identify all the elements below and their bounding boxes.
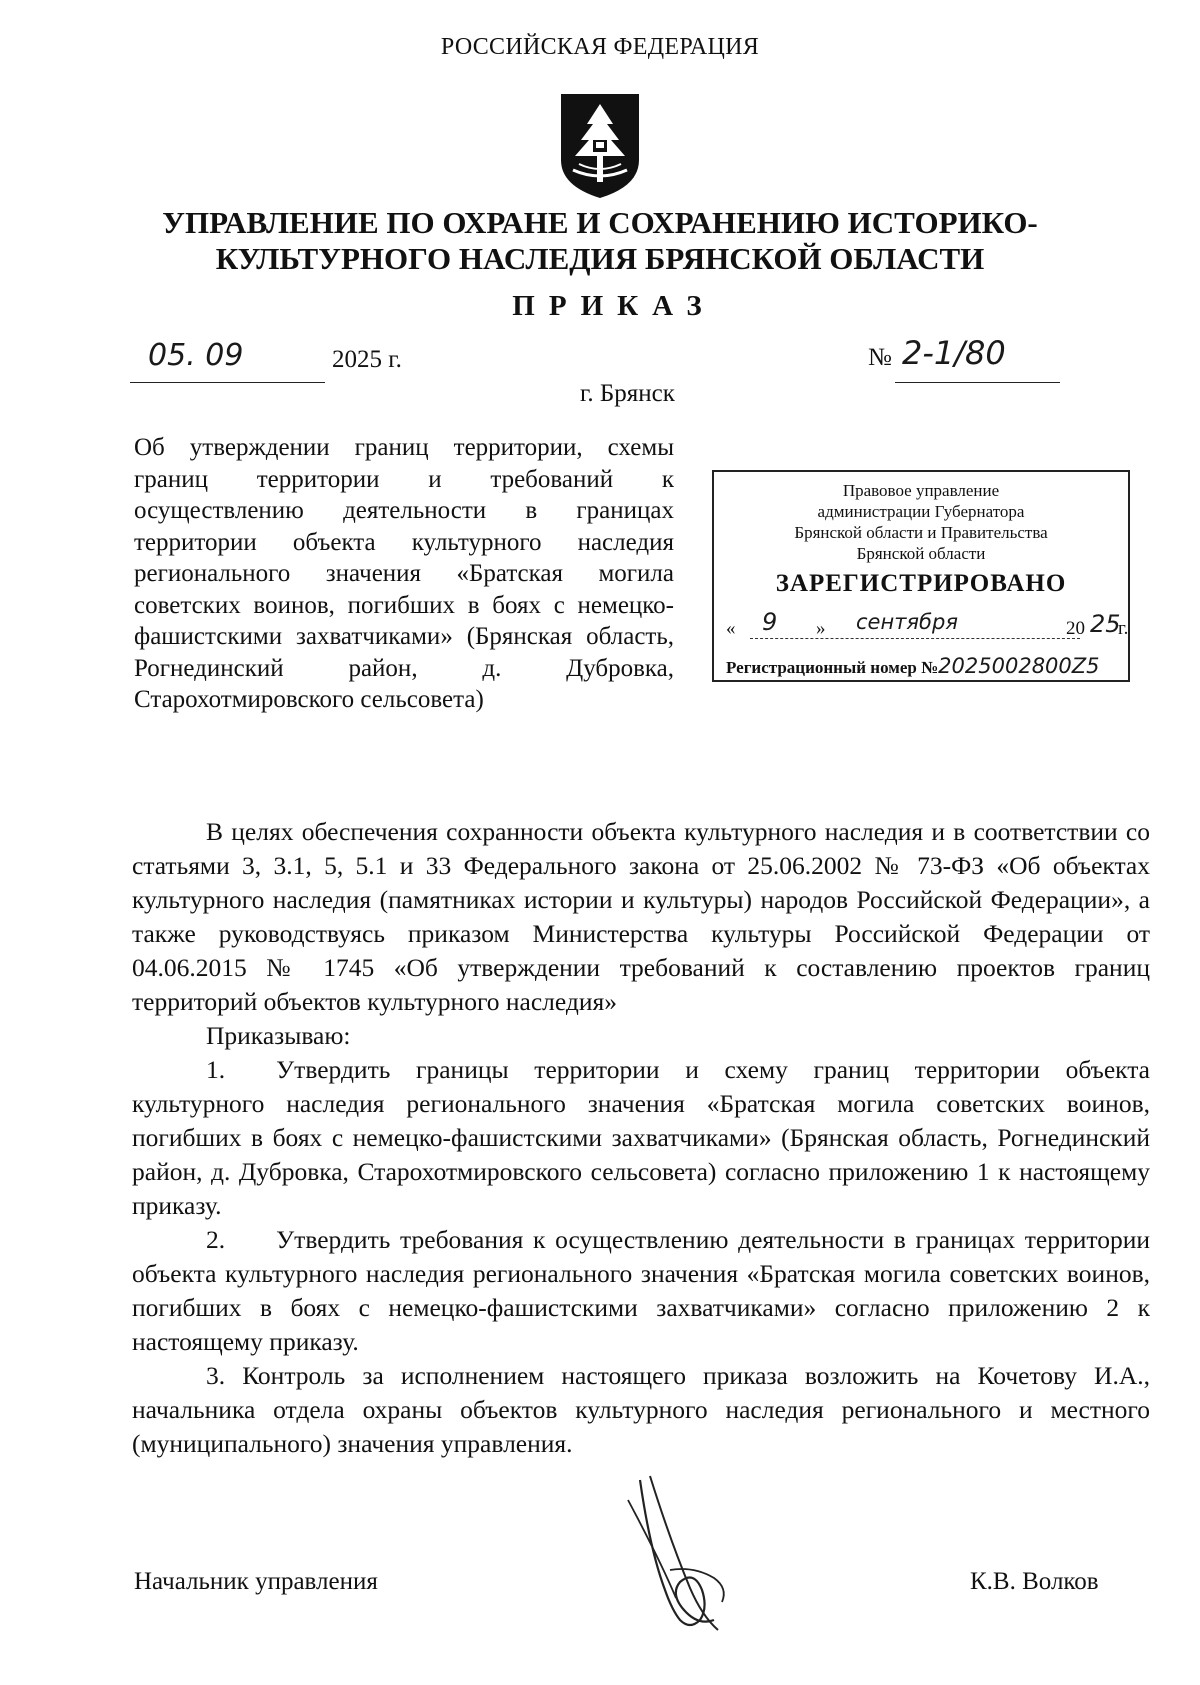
- city: г. Брянск: [580, 380, 675, 407]
- agency-name: [0, 205, 1200, 277]
- handwritten-signature: [610, 1470, 770, 1640]
- stamp-year-printed: 20: [1066, 618, 1085, 639]
- stamp-org-line3: Брянской области и Правительства: [794, 523, 1048, 542]
- order-year: 2025 г.: [332, 346, 402, 373]
- order-body: [132, 815, 1150, 1461]
- coat-of-arms-emblem: [555, 90, 645, 200]
- stamp-date: [726, 608, 1128, 642]
- document-type: ПРИКАЗ: [512, 290, 716, 322]
- stamp-date-underline: [750, 638, 1080, 639]
- agency-name-line1: УПРАВЛЕНИЕ ПО ОХРАНЕ И СОХРАНЕНИЮ ИСТОРИКО-: [162, 205, 1038, 240]
- signatory-name: К.В. Волков: [970, 1568, 1099, 1595]
- signatory-title: Начальник управления: [134, 1568, 378, 1595]
- country-header: РОССИЙСКАЯ ФЕДЕРАЦИЯ: [440, 34, 760, 60]
- stamp-year-handwritten: 25: [1090, 610, 1121, 638]
- stamp-org-line1: Правовое управление: [842, 481, 1000, 500]
- order-number-label: №: [868, 344, 892, 371]
- stamp-year-suffix: г.: [1118, 618, 1129, 639]
- order-item-3: 3. Контроль за исполнением настоящего приказа возложить на Кочетову И.А., начальника отдела охраны объектов культурного наследия регионального и местного (муниципального) значения управления.: [132, 1361, 1150, 1458]
- stamp-regnum-handwritten: 2025002800Z5: [938, 654, 1100, 678]
- stamp-regnum-label: Регистрационный номер №: [726, 658, 939, 677]
- order-item-2: 2. Утвердить требования к осуществлению деятельности в границах территории объекта культурного наследия регионального значения «Братская могила советских воинов, погибших в боях с немецко-фашистскими захватчиками» согласно приложению 2 к настоящему приказу.: [132, 1225, 1150, 1356]
- handwritten-date: 05. 09: [148, 338, 244, 373]
- stamp-registered-label: ЗАРЕГИСТРИРОВАНО: [775, 570, 1067, 597]
- order-word: Приказываю:: [206, 1021, 351, 1050]
- stamp-quote-open: «: [726, 618, 736, 639]
- order-subject: Об утверждении границ территории, схемы границ территории и требований к осуществлению деятельности в границах территории объекта культурного наследия регионального значения «Братская могила советских воинов, погибших в боях с немецко-фашистскими захватчиками» (Брянская область, Рогнединский район, д. Дубровка, Старохотмировского сельсовета): [134, 434, 674, 713]
- stamp-day-handwritten: 9: [762, 608, 778, 636]
- agency-name-line2: КУЛЬТУРНОГО НАСЛЕДИЯ БРЯНСКОЙ ОБЛАСТИ: [215, 241, 985, 276]
- stamp-registration-number: [726, 654, 1128, 678]
- stamp-quote-close: »: [816, 618, 826, 639]
- stamp-month-handwritten: сентября: [856, 610, 958, 634]
- preamble-paragraph: В целях обеспечения сохранности объекта культурного наследия и в соответствии со статьями 3, 3.1, 5, 5.1 и 33 Федерального закона от 25.06.2002 № 73-ФЗ «Об объектах культурного наследия (памятниках истории и культуры) народов Российской Федерации», а также руководствуясь приказом Министерства культуры Российской Федерации от 04.06.2015 № 1745 «Об утверждении требований к составлению проектов границ территорий объектов культурного наследия»: [132, 817, 1150, 1016]
- registration-stamp: [712, 470, 1130, 682]
- order-item-1: 1. Утвердить границы территории и схему границ территории объекта культурного наследия регионального значения «Братская могила советских воинов, погибших в боях с немецко-фашистскими захватчиками» (Брянская область, Рогнединский район, д. Дубровка, Старохотмировского сельсовета) согласно приложению 1 к настоящему приказу.: [132, 1055, 1150, 1220]
- stamp-org-line2: администрации Губернатора: [817, 502, 1025, 521]
- stamp-org-line4: Брянской области: [856, 544, 986, 563]
- stamp-organization: [714, 480, 1128, 564]
- handwritten-order-number: 2-1/80: [902, 334, 1006, 372]
